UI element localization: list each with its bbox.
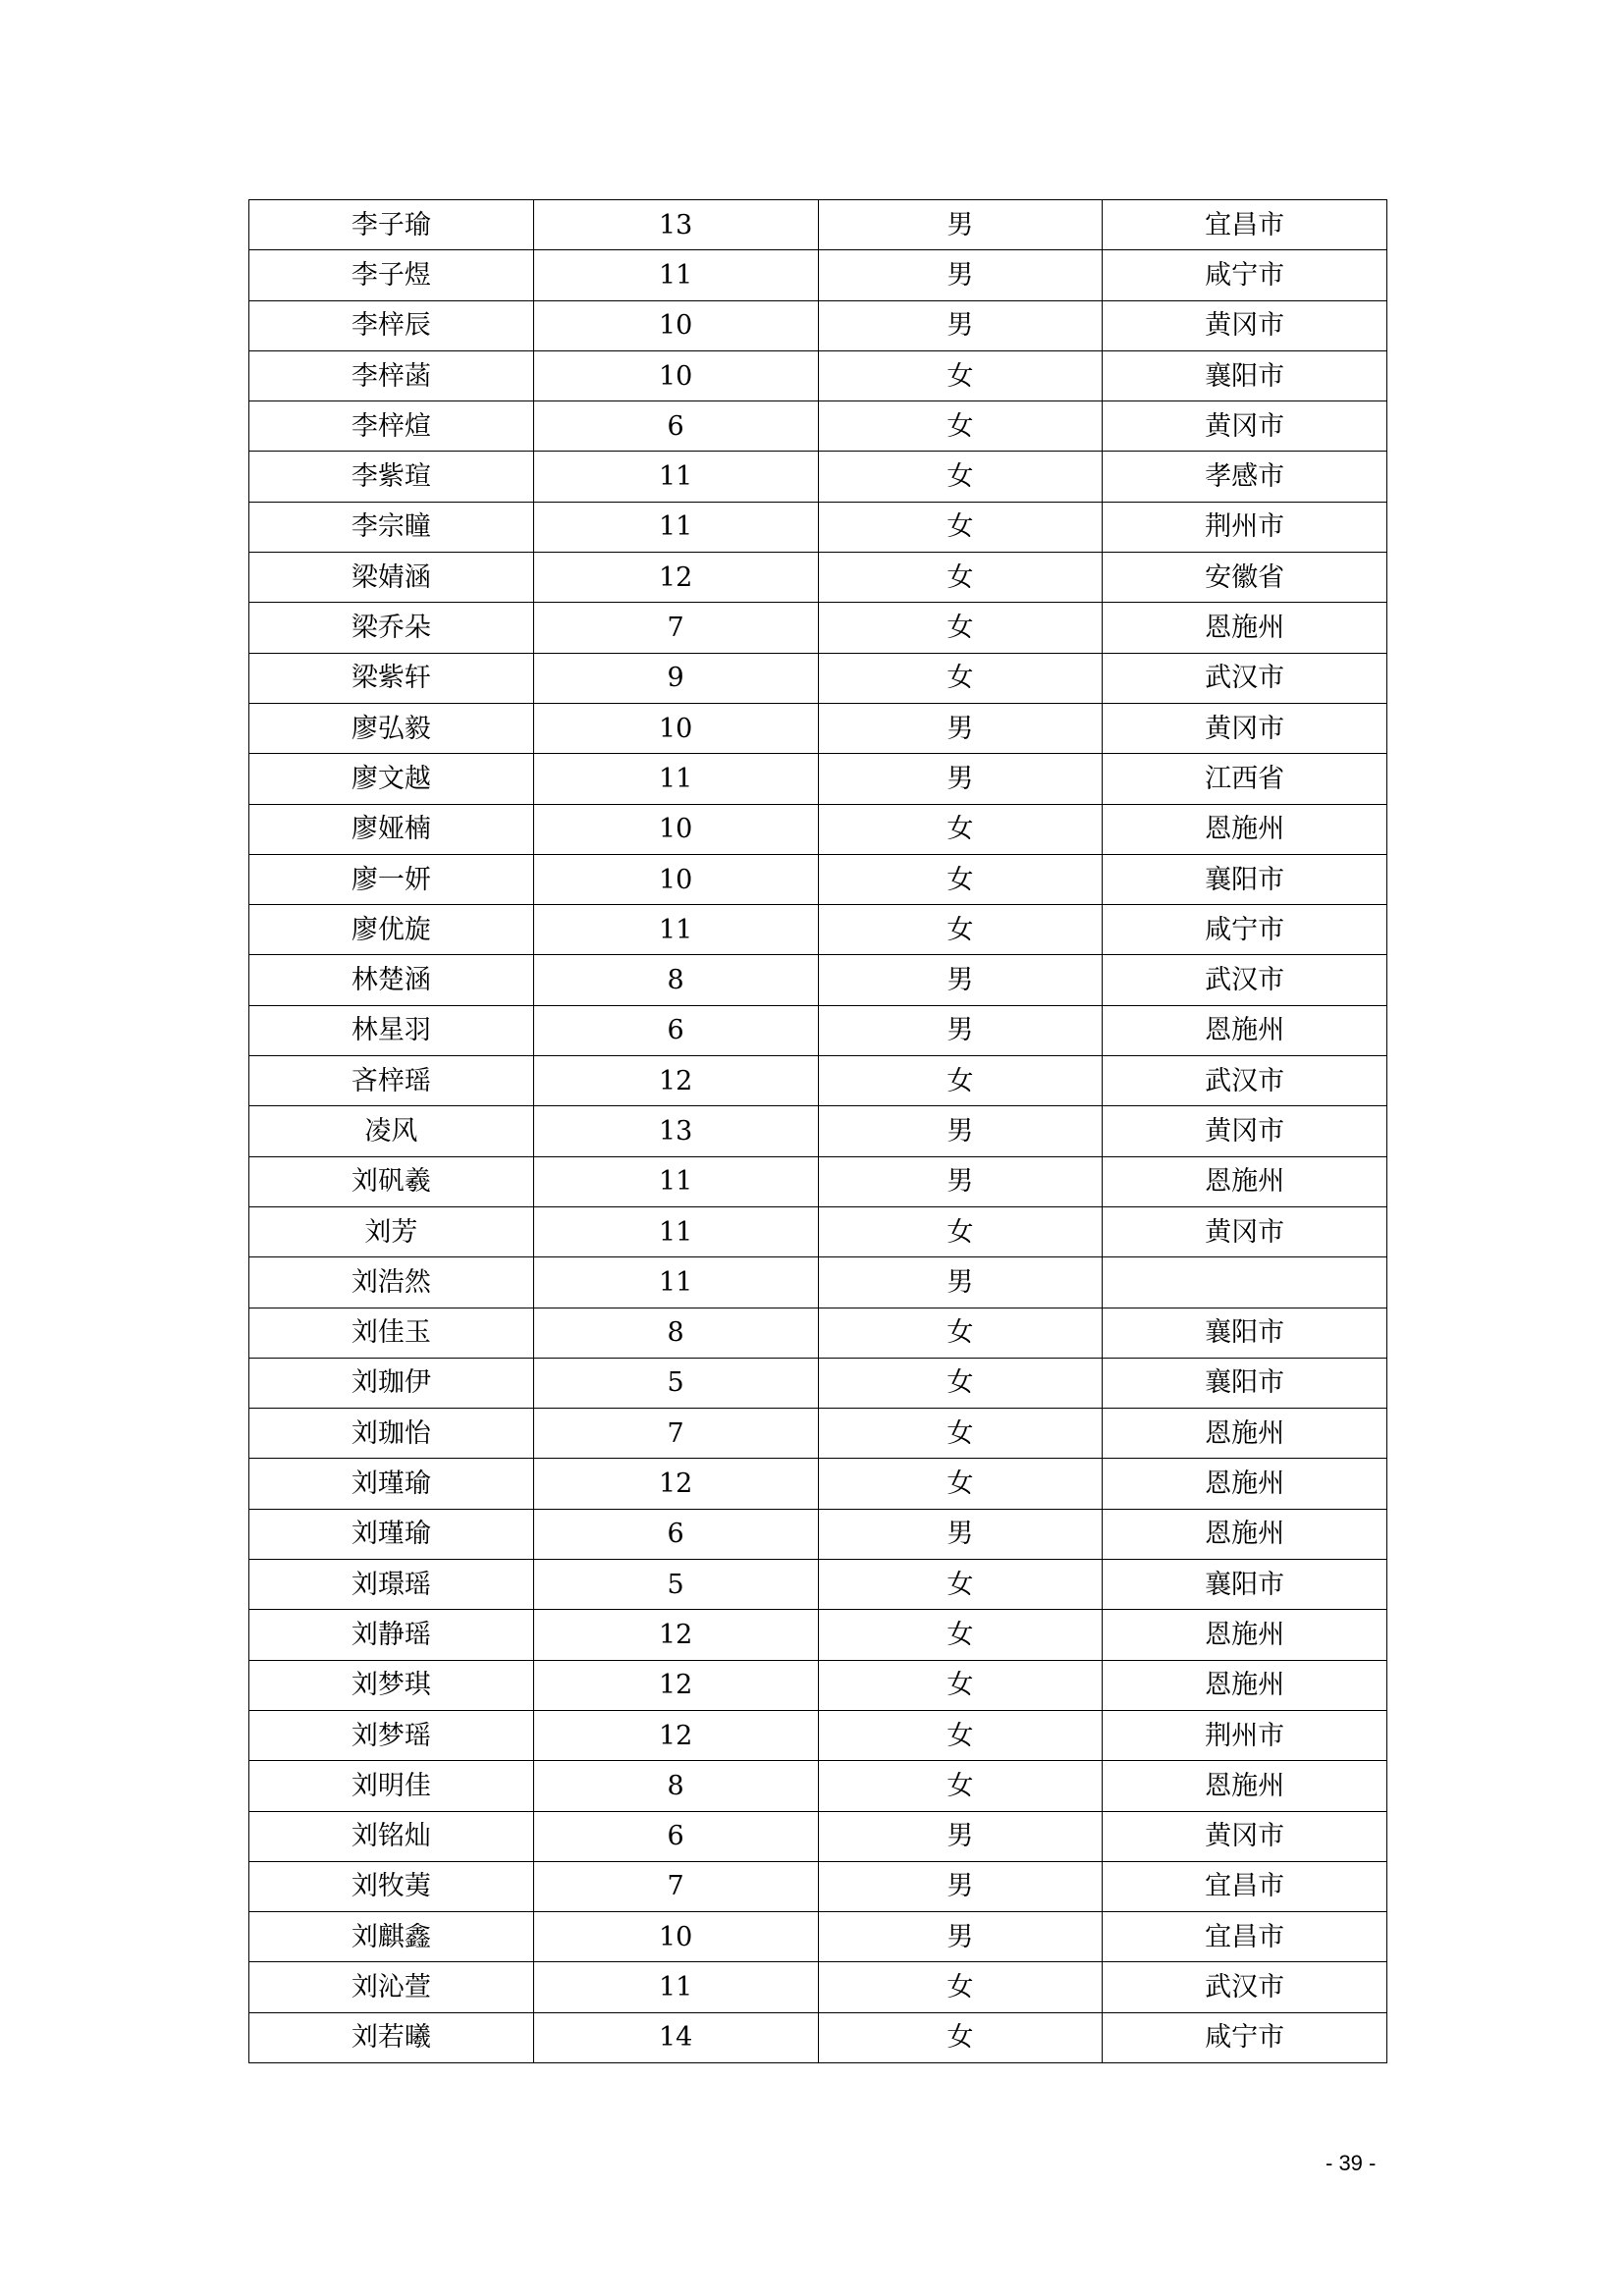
gender-cell: 女 [818,1560,1103,1610]
age-cell: 6 [533,1811,818,1861]
age-cell: 12 [533,1710,818,1760]
region-cell: 咸宁市 [1103,250,1387,300]
age-cell: 11 [533,250,818,300]
age-cell: 11 [533,1257,818,1308]
region-cell: 黄冈市 [1103,703,1387,753]
table-row [249,1156,1387,1206]
name-cell: 刘珈怡 [249,1409,534,1459]
name-cell: 刘明佳 [249,1761,534,1811]
region-cell: 黄冈市 [1103,1206,1387,1256]
region-cell: 襄阳市 [1103,1358,1387,1408]
name-cell: 刘麒鑫 [249,1912,534,1962]
region-cell: 黄冈市 [1103,401,1387,452]
table-row [249,804,1387,854]
name-cell: 刘若曦 [249,2012,534,2062]
name-cell: 李子煜 [249,250,534,300]
gender-cell: 男 [818,1005,1103,1055]
gender-cell: 男 [818,200,1103,250]
region-cell: 安徽省 [1103,553,1387,603]
region-cell: 恩施州 [1103,1409,1387,1459]
table-row [249,1459,1387,1509]
region-cell: 恩施州 [1103,1660,1387,1710]
name-cell: 刘牧荑 [249,1861,534,1911]
gender-cell: 女 [818,502,1103,552]
gender-cell: 女 [818,1358,1103,1408]
name-cell: 廖娅楠 [249,804,534,854]
table-row [249,1056,1387,1106]
name-cell: 刘沁萱 [249,1962,534,2012]
age-cell: 8 [533,1308,818,1358]
gender-cell: 女 [818,1409,1103,1459]
name-cell: 刘珈伊 [249,1358,534,1408]
name-cell: 李紫瑄 [249,452,534,502]
gender-cell: 女 [818,804,1103,854]
region-cell: 咸宁市 [1103,905,1387,955]
gender-cell: 男 [818,1912,1103,1962]
region-cell: 武汉市 [1103,955,1387,1005]
region-cell: 黄冈市 [1103,1106,1387,1156]
table-row [249,1560,1387,1610]
name-cell: 廖弘毅 [249,703,534,753]
region-cell: 宜昌市 [1103,200,1387,250]
gender-cell: 男 [818,1811,1103,1861]
region-cell: 恩施州 [1103,1459,1387,1509]
name-cell: 廖一妍 [249,854,534,904]
table-row [249,1811,1387,1861]
age-cell: 9 [533,653,818,703]
region-cell: 黄冈市 [1103,300,1387,350]
age-cell: 10 [533,854,818,904]
name-cell: 刘梦琪 [249,1660,534,1710]
gender-cell: 女 [818,1710,1103,1760]
region-cell: 恩施州 [1103,1610,1387,1660]
age-cell: 11 [533,452,818,502]
gender-cell: 男 [818,754,1103,804]
name-cell: 刘铭灿 [249,1811,534,1861]
name-cell: 李梓煊 [249,401,534,452]
roster-table-body [249,200,1387,2063]
table-row [249,1660,1387,1710]
age-cell: 6 [533,401,818,452]
table-row [249,250,1387,300]
name-cell: 李子瑜 [249,200,534,250]
age-cell: 7 [533,1409,818,1459]
gender-cell: 女 [818,905,1103,955]
name-cell: 李宗瞳 [249,502,534,552]
gender-cell: 女 [818,1610,1103,1660]
name-cell: 李梓辰 [249,300,534,350]
age-cell: 11 [533,905,818,955]
table-row [249,703,1387,753]
age-cell: 12 [533,1056,818,1106]
table-row [249,1761,1387,1811]
gender-cell: 女 [818,854,1103,904]
region-cell [1103,1257,1387,1308]
region-cell: 恩施州 [1103,804,1387,854]
table-row [249,1257,1387,1308]
region-cell: 武汉市 [1103,653,1387,703]
region-cell: 恩施州 [1103,1156,1387,1206]
name-cell: 林楚涵 [249,955,534,1005]
gender-cell: 女 [818,603,1103,653]
name-cell: 吝梓瑶 [249,1056,534,1106]
gender-cell: 男 [818,250,1103,300]
gender-cell: 女 [818,1459,1103,1509]
region-cell: 荆州市 [1103,1710,1387,1760]
gender-cell: 女 [818,2012,1103,2062]
name-cell: 刘矾羲 [249,1156,534,1206]
name-cell: 林星羽 [249,1005,534,1055]
table-row [249,1962,1387,2012]
age-cell: 10 [533,350,818,400]
name-cell: 廖优旋 [249,905,534,955]
age-cell: 11 [533,1206,818,1256]
table-row [249,603,1387,653]
gender-cell: 女 [818,1962,1103,2012]
gender-cell: 女 [818,1761,1103,1811]
table-row [249,1409,1387,1459]
age-cell: 10 [533,703,818,753]
age-cell: 11 [533,754,818,804]
table-row [249,905,1387,955]
region-cell: 黄冈市 [1103,1811,1387,1861]
name-cell: 刘瑾瑜 [249,1509,534,1559]
region-cell: 襄阳市 [1103,854,1387,904]
name-cell: 刘瑾瑜 [249,1459,534,1509]
gender-cell: 女 [818,1206,1103,1256]
gender-cell: 男 [818,955,1103,1005]
table-row [249,854,1387,904]
table-row [249,1106,1387,1156]
age-cell: 13 [533,1106,818,1156]
gender-cell: 男 [818,1156,1103,1206]
age-cell: 8 [533,1761,818,1811]
name-cell: 刘芳 [249,1206,534,1256]
table-row [249,1358,1387,1408]
age-cell: 5 [533,1358,818,1408]
gender-cell: 女 [818,1056,1103,1106]
age-cell: 14 [533,2012,818,2062]
name-cell: 刘梦瑶 [249,1710,534,1760]
name-cell: 刘浩然 [249,1257,534,1308]
table-row [249,1861,1387,1911]
region-cell: 宜昌市 [1103,1861,1387,1911]
age-cell: 10 [533,1912,818,1962]
name-cell: 梁婧涵 [249,553,534,603]
age-cell: 12 [533,1459,818,1509]
region-cell: 宜昌市 [1103,1912,1387,1962]
region-cell: 恩施州 [1103,1761,1387,1811]
table-row [249,1206,1387,1256]
age-cell: 10 [533,804,818,854]
region-cell: 武汉市 [1103,1056,1387,1106]
region-cell: 恩施州 [1103,603,1387,653]
age-cell: 7 [533,1861,818,1911]
table-row [249,1005,1387,1055]
name-cell: 李梓菡 [249,350,534,400]
table-row [249,553,1387,603]
page-number: - 39 - [1326,2151,1377,2175]
region-cell: 孝感市 [1103,452,1387,502]
age-cell: 7 [533,603,818,653]
table-row [249,200,1387,250]
name-cell: 梁乔朵 [249,603,534,653]
age-cell: 12 [533,1660,818,1710]
region-cell: 襄阳市 [1103,1308,1387,1358]
age-cell: 11 [533,502,818,552]
age-cell: 11 [533,1156,818,1206]
gender-cell: 男 [818,1106,1103,1156]
gender-cell: 女 [818,1308,1103,1358]
gender-cell: 女 [818,1660,1103,1710]
name-cell: 廖文越 [249,754,534,804]
age-cell: 8 [533,955,818,1005]
table-row [249,955,1387,1005]
age-cell: 5 [533,1560,818,1610]
age-cell: 10 [533,300,818,350]
gender-cell: 男 [818,300,1103,350]
table-row [249,653,1387,703]
name-cell: 凌风 [249,1106,534,1156]
region-cell: 武汉市 [1103,1962,1387,2012]
table-row [249,1710,1387,1760]
table-row [249,2012,1387,2062]
name-cell: 刘静瑶 [249,1610,534,1660]
table-row [249,1610,1387,1660]
region-cell: 荆州市 [1103,502,1387,552]
region-cell: 恩施州 [1103,1509,1387,1559]
region-cell: 江西省 [1103,754,1387,804]
gender-cell: 女 [818,553,1103,603]
table-row [249,1308,1387,1358]
name-cell: 刘佳玉 [249,1308,534,1358]
region-cell: 襄阳市 [1103,350,1387,400]
age-cell: 6 [533,1005,818,1055]
gender-cell: 女 [818,401,1103,452]
table-row [249,1509,1387,1559]
gender-cell: 男 [818,1257,1103,1308]
region-cell: 咸宁市 [1103,2012,1387,2062]
age-cell: 13 [533,200,818,250]
age-cell: 11 [533,1962,818,2012]
region-cell: 襄阳市 [1103,1560,1387,1610]
gender-cell: 男 [818,703,1103,753]
gender-cell: 女 [818,653,1103,703]
name-cell: 刘璟瑶 [249,1560,534,1610]
roster-table [248,199,1387,2063]
table-row [249,300,1387,350]
table-row [249,452,1387,502]
table-row [249,502,1387,552]
table-row [249,401,1387,452]
region-cell: 恩施州 [1103,1005,1387,1055]
gender-cell: 男 [818,1861,1103,1911]
table-row [249,1912,1387,1962]
age-cell: 12 [533,553,818,603]
gender-cell: 女 [818,350,1103,400]
table-row [249,350,1387,400]
age-cell: 12 [533,1610,818,1660]
gender-cell: 男 [818,1509,1103,1559]
table-row [249,754,1387,804]
name-cell: 梁紫轩 [249,653,534,703]
gender-cell: 女 [818,452,1103,502]
age-cell: 6 [533,1509,818,1559]
